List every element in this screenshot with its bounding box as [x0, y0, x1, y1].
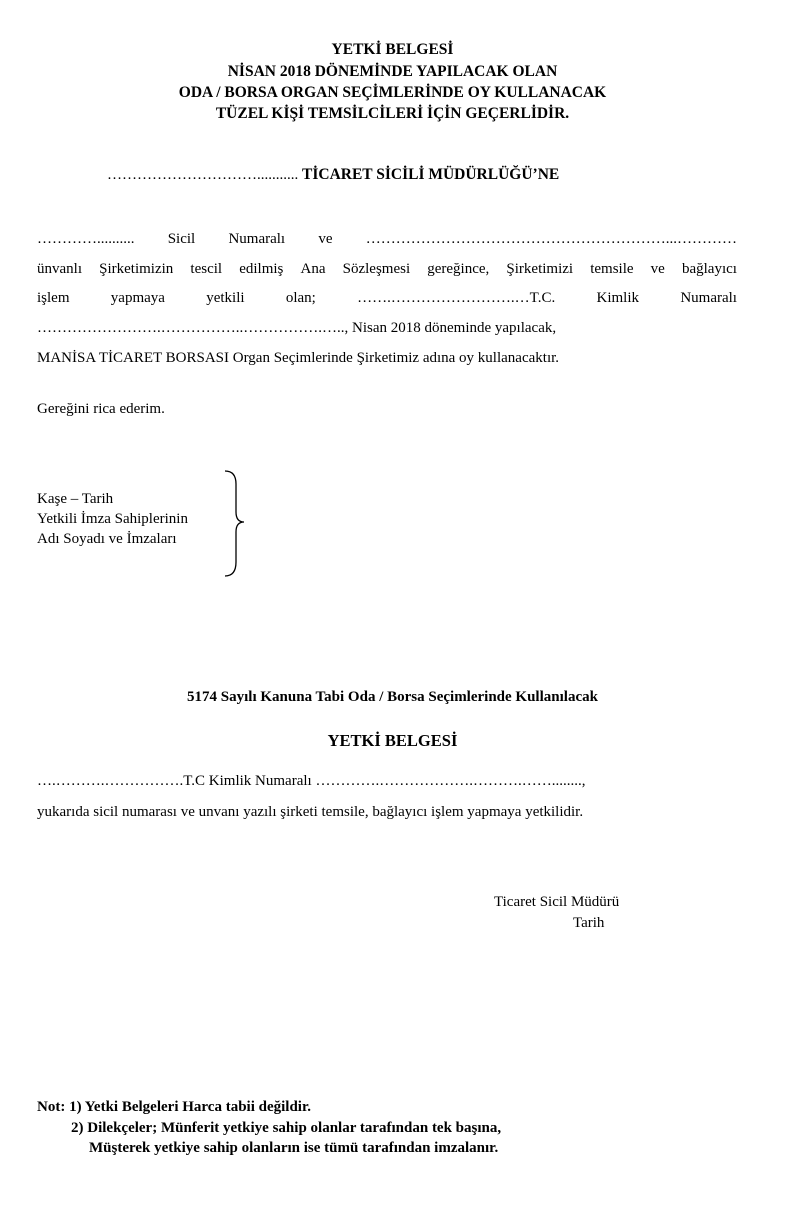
- body-line-1: [37, 230, 737, 248]
- word: yetkili: [206, 290, 245, 306]
- word: gereğince,: [427, 261, 490, 277]
- addressee-title: TİCARET SİCİLİ MÜDÜRLÜĞÜ’NE: [302, 166, 560, 183]
- body-line-3: [37, 289, 737, 307]
- sicil-no-blank: …………..........: [37, 231, 135, 247]
- section-title: YETKİ BELGESİ: [327, 731, 458, 750]
- word: Numaralı: [680, 290, 737, 306]
- header-line-validity: TÜZEL KİŞİ TEMSİLCİLERİ İÇİN GEÇERLİDİR.: [215, 105, 570, 122]
- registrar-date-label: Tarih: [573, 915, 605, 931]
- word: ünvanlı: [37, 261, 82, 277]
- signatories-label: Yetkili İmza Sahiplerinin: [37, 511, 188, 527]
- body-line-5: MANİSA TİCARET BORSASI Organ Seçimlerinde Şirketimiz adına oy kullanacaktır.: [37, 350, 560, 366]
- authorization-statement: yukarıda sicil numarası ve unvanı yazılı şirketi temsile, bağlayıcı işlem yapmaya yetkilidir.: [37, 804, 584, 820]
- word: Sözleşmesi: [342, 261, 411, 277]
- tc-id-blank: …….…………………….…T.C.: [357, 290, 556, 306]
- note-3: Müşterek yetkiye sahip olanların ise tümü tarafından imzalanır.: [89, 1140, 499, 1156]
- word: olan;: [285, 290, 316, 306]
- word: Numaralı: [228, 231, 286, 247]
- word: tescil: [190, 261, 223, 277]
- word: Sicil: [167, 231, 196, 247]
- document-title: YETKİ BELGESİ: [331, 41, 454, 58]
- word: Şirketimizin: [99, 261, 174, 277]
- word: Şirketimizi: [506, 261, 574, 277]
- addressee-dots: …………………………...........: [107, 167, 299, 183]
- curly-brace-icon: [222, 468, 248, 580]
- section-subtitle: 5174 Sayılı Kanuna Tabi Oda / Borsa Seçimlerinde Kullanılacak: [187, 689, 598, 705]
- word: edilmiş: [239, 261, 284, 277]
- closing-phrase: Gereğini rica ederim.: [37, 401, 165, 417]
- body-line-4: …………………….……………..…………….….., Nisan 2018 döneminde yapılacak,: [37, 320, 557, 336]
- header-line-period: NİSAN 2018 DÖNEMİNDE YAPILACAK OLAN: [227, 63, 558, 80]
- company-name-blank: ……………………………………………………...…………: [365, 231, 737, 247]
- body-line-2: [37, 260, 737, 278]
- addressee: [107, 166, 559, 184]
- tc-id-line: ….……….…………….T.C Kimlik Numaralı ………….……………….……….……........,: [37, 773, 586, 789]
- names-signatures-label: Adı Soyadı ve İmzaları: [37, 531, 177, 547]
- word: ve: [650, 261, 665, 277]
- note-2: 2) Dilekçeler; Münferit yetkiye sahip olanlar tarafından tek başına,: [71, 1120, 502, 1136]
- stamp-date-label: Kaşe – Tarih: [37, 491, 114, 507]
- word: yapmaya: [110, 290, 165, 306]
- word: işlem: [37, 290, 70, 306]
- note-1: Not: 1) Yetki Belgeleri Harca tabii değildir.: [37, 1099, 311, 1115]
- word: Kimlik: [596, 290, 640, 306]
- word: temsile: [590, 261, 634, 277]
- header-line-elections: ODA / BORSA ORGAN SEÇİMLERİNDE OY KULLANACAK: [178, 84, 607, 101]
- word: bağlayıcı: [681, 261, 737, 277]
- word: ve: [318, 231, 333, 247]
- word: Ana: [300, 261, 326, 277]
- registrar-label: Ticaret Sicil Müdürü: [494, 894, 620, 910]
